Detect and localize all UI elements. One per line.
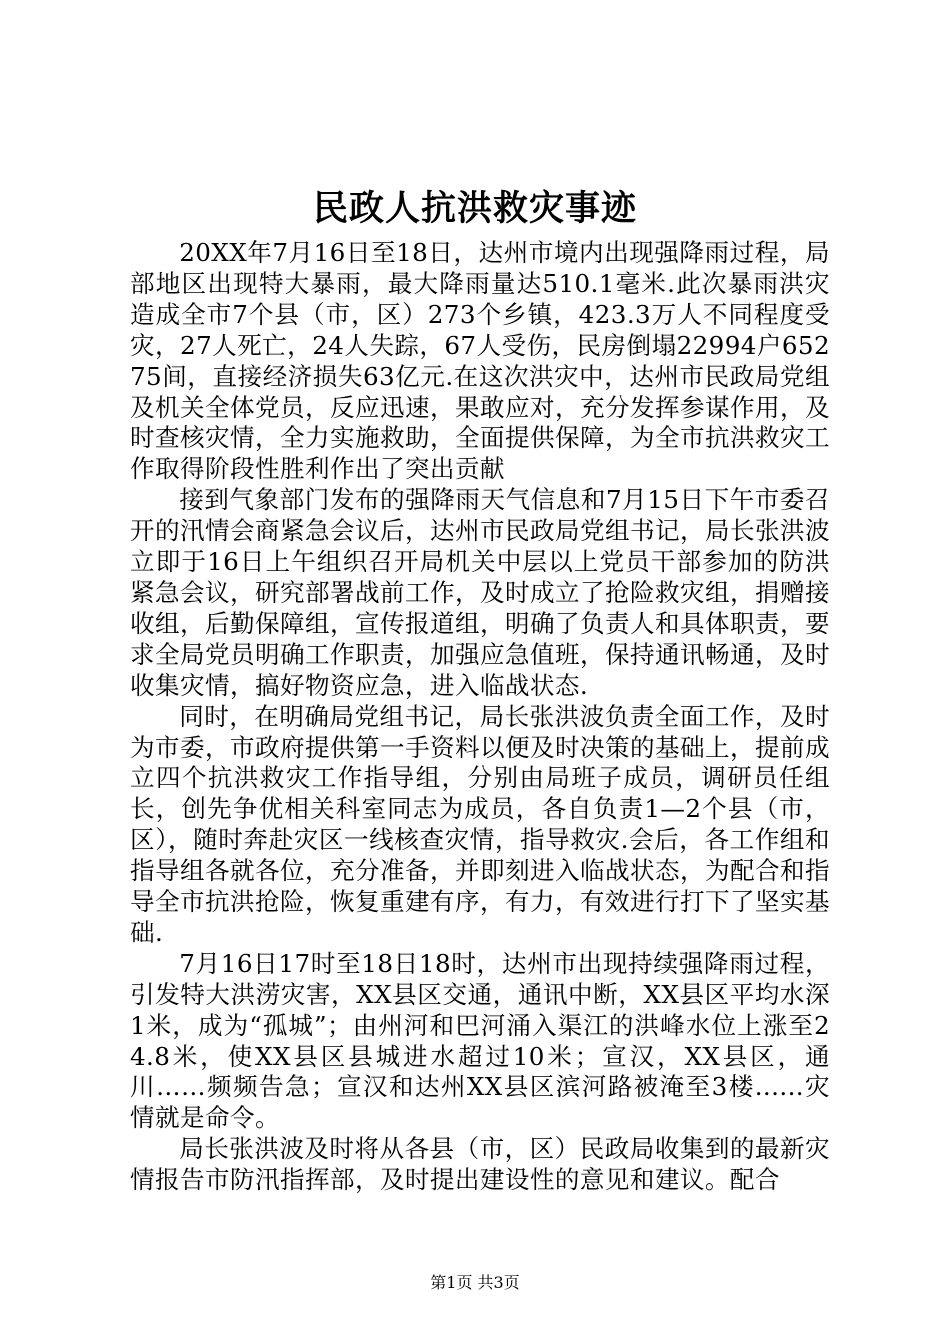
paragraph: 接到气象部门发布的强降雨天气信息和7月15日下午市委召开的汛情会商紧急会议后，达州市民政局党组书记，局长张洪波立即于16日上午组织召开局机关中层以上党员干部参加的防洪紧急会议，研究部署战前工作，及时成立了抢险救灾组，捐赠接收组，后勤保障组，宣传报道组，明确了负责人和具体职责，要求全局党员明确工作职责，加强应急值班，保持通讯畅通，及时收集灾情，搞好物资应急，进入临战状态.	[130, 485, 830, 700]
paragraph: 20XX年7月16日至18日，达州市境内出现强降雨过程，局部地区出现特大暴雨，最大降雨量达510.1毫米.此次暴雨洪灾造成全市7个县（市，区）273个乡镇，423.3万人不同程度受灾，27人死亡，24人失踪，67人受伤，民房倒塌22994户65275间，直接经济损失63亿元.在这次洪灾中，达州市民政局党组及机关全体党员，反应迅速，果敢应对，充分发挥参谋作用，及时查核灾情，全力实施救助，全面提供保障，为全市抗洪救灾工作取得阶段性胜利作出了突出贡献	[130, 238, 830, 484]
document-title: 民政人抗洪救灾事迹	[312, 188, 637, 229]
paragraph: 7月16日17时至18日18时，达州市出现持续强降雨过程，引发特大洪涝灾害，XX县区交通，通讯中断，XX县区平均水深1米，成为“孤城”；由州河和巴河涌入渠江的洪峰水位上涨至24.8米，使XX县区县城进水超过10米；宣汉，XX县区，通川……频频告急；宣汉和达州XX县区滨河路被淹至3楼......灾情就是命令。	[130, 948, 830, 1133]
document-body	[130, 238, 830, 1196]
page-footer: 第1页 共3页	[430, 1273, 520, 1292]
paragraph: 同时，在明确局党组书记，局长张洪波负责全面工作，及时为市委，市政府提供第一手资料以便及时决策的基础上，提前成立四个抗洪救灾工作指导组，分别由局班子成员，调研员任组长，创先争优相关科室同志为成员，各自负责1—2个县（市，区），随时奔赴灾区一线核查灾情，指导救灾.会后，各工作组和指导组各就各位，充分准备，并即刻进入临战状态，为配合和指导全市抗洪抢险，恢复重建有序，有力，有效进行打下了坚实基础.	[130, 701, 830, 947]
paragraph: 局长张洪波及时将从各县（市，区）民政局收集到的最新灾情报告市防汛指挥部，及时提出建设性的意见和建议。配合	[130, 1134, 830, 1195]
